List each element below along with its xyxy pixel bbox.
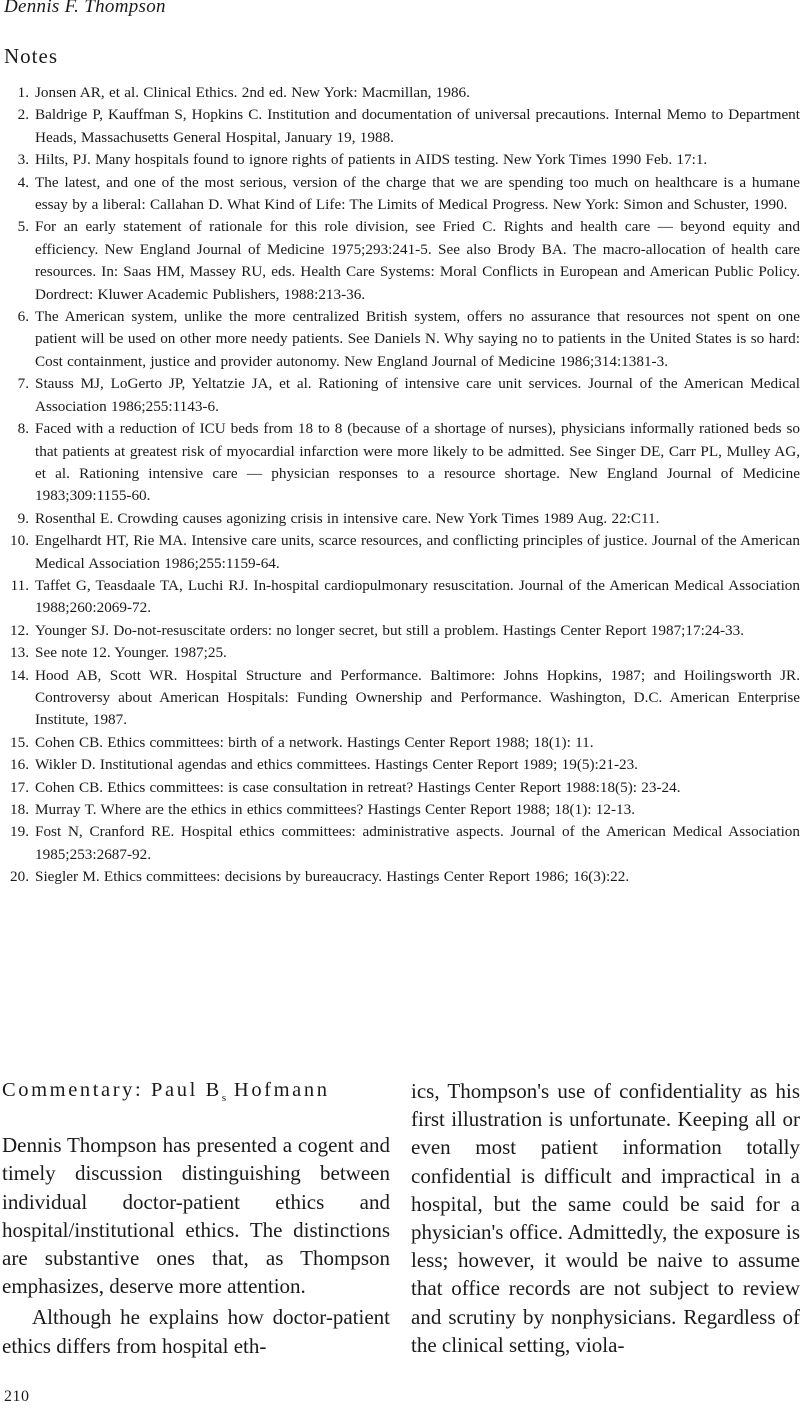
note-text: The American system, unlike the more centralized British system, offers no assurance that resources not spent on one patient will be used on other more needy patients. See Daniels N. Why saying no to patients in the United States is so hard: Cost containment, justice and provider autonomy. New England Journal of Medicine 1986;314:1381-3. — [35, 308, 800, 370]
note-text: Rosenthal E. Crowding causes agonizing crisis in intensive care. New York Times 1989 Aug. 22:C11. — [35, 509, 660, 527]
note-text: Stauss MJ, LoGerto JP, Yeltatzie JA, et al. Rationing of intensive care unit services. Journal of the American Medical Association 1986;255:1143-6. — [35, 375, 800, 415]
note-number: 1. — [17, 84, 29, 101]
note-number: 2. — [17, 106, 29, 124]
note-text: Jonsen AR, et al. Clinical Ethics. 2nd ed. New York: Macmillan, 1986. — [35, 84, 470, 101]
note-text: Cohen CB. Ethics committees: is case consultation in retreat? Hastings Center Report 1988:18(5): 23-24. — [35, 778, 681, 796]
commentary-title — [2, 1077, 390, 1111]
note-text: See note 12. Younger. 1987;25. — [35, 644, 227, 662]
note-text: For an early statement of rationale for this role division, see Fried C. Rights and health care — beyond equity and efficiency. New England Journal of Medicine 1975;293:241-5. See also Brody BA. The macro-allocation of health care resources. In: Saas HM, Massey RU, eds. Health Care Systems: Moral Conflicts in European and American Public Policy. Dordrect: Kluwer Academic Publishers, 1988:213-36. — [35, 218, 800, 303]
commentary-paragraph: Dennis Thompson has presented a cogent and timely discussion distinguishing between individual doctor-patient ethics and hospital/institutional ethics. The distinctions are substantive ones that, as Thompson emphasizes, deserve more attention. — [2, 1133, 390, 1299]
note-item — [0, 172, 800, 217]
note-text: Hilts, PJ. Many hospitals found to ignore rights of patients in AIDS testing. New York Times 1990 Feb. 17:1. — [35, 151, 708, 169]
note-item — [0, 306, 800, 373]
note-number: 18. — [10, 801, 29, 818]
note-text: Faced with a reduction of ICU beds from 18 to 8 (because of a shortage of nurses), physicians informally rationed beds so that patients at greatest risk of myocardial infarction were more likely to be admitted. See Singer DE, Carr PL, Mulley AG, et al. Rationing intensive care — physician responses to a resource shortage. New England Journal of Medicine 1983;309:1155-60. — [35, 420, 800, 505]
note-item — [0, 508, 800, 530]
commentary-title-main: Commentary: Paul B — [2, 1079, 222, 1101]
note-item — [0, 665, 800, 732]
note-number: 17. — [10, 778, 29, 796]
commentary-left-column — [2, 1077, 390, 1360]
note-text: Cohen CB. Ethics committees: birth of a network. Hastings Center Report 1988; 18(1): 11. — [35, 733, 594, 751]
note-number: 19. — [10, 823, 29, 841]
commentary-right-column — [411, 1077, 800, 1359]
note-number: 14. — [10, 666, 29, 684]
note-number: 13. — [10, 644, 29, 662]
note-item — [0, 530, 800, 575]
running-head: Dennis F. Thompson — [4, 0, 166, 17]
note-number: 8. — [17, 420, 29, 438]
note-number: 7. — [17, 375, 29, 393]
note-number: 4. — [17, 173, 29, 191]
page-number: 210 — [4, 1388, 30, 1405]
note-number: 12. — [10, 621, 29, 639]
note-text: Fost N, Cranford RE. Hospital ethics committees: administrative aspects. Journal of the American Medical Association 1985;253:2687-92. — [35, 823, 800, 863]
note-item — [0, 754, 800, 776]
note-item — [0, 373, 800, 418]
note-number: 20. — [10, 868, 29, 886]
note-number: 11. — [10, 576, 29, 594]
note-text: The latest, and one of the most serious, version of the charge that we are spending too much on healthcare is a humane essay by a liberal: Callahan D. What Kind of Life: The Limits of Medical Progress. New York: Simon and Schuster, 1990. — [35, 173, 800, 214]
note-item — [0, 799, 800, 821]
note-item — [0, 575, 800, 620]
note-item — [0, 821, 800, 866]
note-item — [0, 216, 800, 306]
commentary-paragraph: Although he explains how doctor-patient ethics differs from hospital eth- — [2, 1305, 390, 1358]
note-text: Wikler D. Institutional agendas and ethics committees. Hastings Center Report 1989; 19(5):21-23. — [35, 756, 638, 774]
commentary-title-end: Hofmann — [226, 1079, 330, 1101]
note-number: 5. — [17, 218, 29, 236]
note-item — [0, 104, 800, 149]
note-number: 6. — [17, 308, 29, 326]
note-number: 15. — [10, 733, 29, 751]
note-item — [0, 732, 800, 754]
note-item — [0, 866, 800, 888]
note-number: 16. — [10, 756, 29, 774]
note-text: Baldrige P, Kauffman S, Hopkins C. Institution and documentation of universal precautions. Internal Memo to Department Heads, Massachusetts General Hospital, January 19, 1988. — [35, 106, 800, 146]
note-item — [0, 82, 800, 104]
commentary-title-subscript: s — [221, 1092, 227, 1105]
note-text: Siegler M. Ethics committees: decisions by bureaucracy. Hastings Center Report 1986; 16(3):22. — [35, 868, 630, 886]
note-text: Hood AB, Scott WR. Hospital Structure and Performance. Baltimore: Johns Hopkins, 1987; and Hoilingsworth JR. Controversy about American Hospitals: Funding Ownership and Performance. Washington, D.C. American Enterprise Institute, 1987. — [35, 666, 800, 729]
note-number: 9. — [17, 509, 29, 527]
note-number: 10. — [10, 532, 29, 550]
note-text: Taffet G, Teasdaale TA, Luchi RJ. In-hospital cardiopulmonary resuscitation. Journal of the American Medical Association 1988;260:2069-72. — [35, 576, 800, 617]
note-item — [0, 418, 800, 508]
note-item — [0, 777, 800, 799]
note-text: Younger SJ. Do-not-resuscitate orders: no longer secret, but still a problem. Hastings Center Report 1987;17:24-33. — [35, 621, 745, 639]
note-number: 3. — [17, 151, 29, 169]
note-text: Murray T. Where are the ethics in ethics committees? Hastings Center Report 1988; 18(1): 12-13. — [35, 801, 635, 818]
note-item — [0, 620, 800, 642]
note-text: Engelhardt HT, Rie MA. Intensive care units, scarce resources, and conflicting principles of justice. Journal of the American Medical Association 1986;255:1159-64. — [35, 532, 800, 572]
note-item — [0, 642, 800, 664]
commentary-paragraph: ics, Thompson's use of confidentiality as his first illustration is unfortunate. Keeping all or even most patient information totally confidential is difficult and impractical in a hospital, but the same could be said for a physician's office. Admittedly, the exposure is less; however, it would be naive to assume that office records are not subject to review and scrutiny by nonphysicians. Regardless of the clinical setting, viola- — [411, 1079, 800, 1357]
note-item — [0, 149, 800, 171]
notes-list — [0, 82, 800, 889]
notes-heading: Notes — [4, 44, 58, 68]
